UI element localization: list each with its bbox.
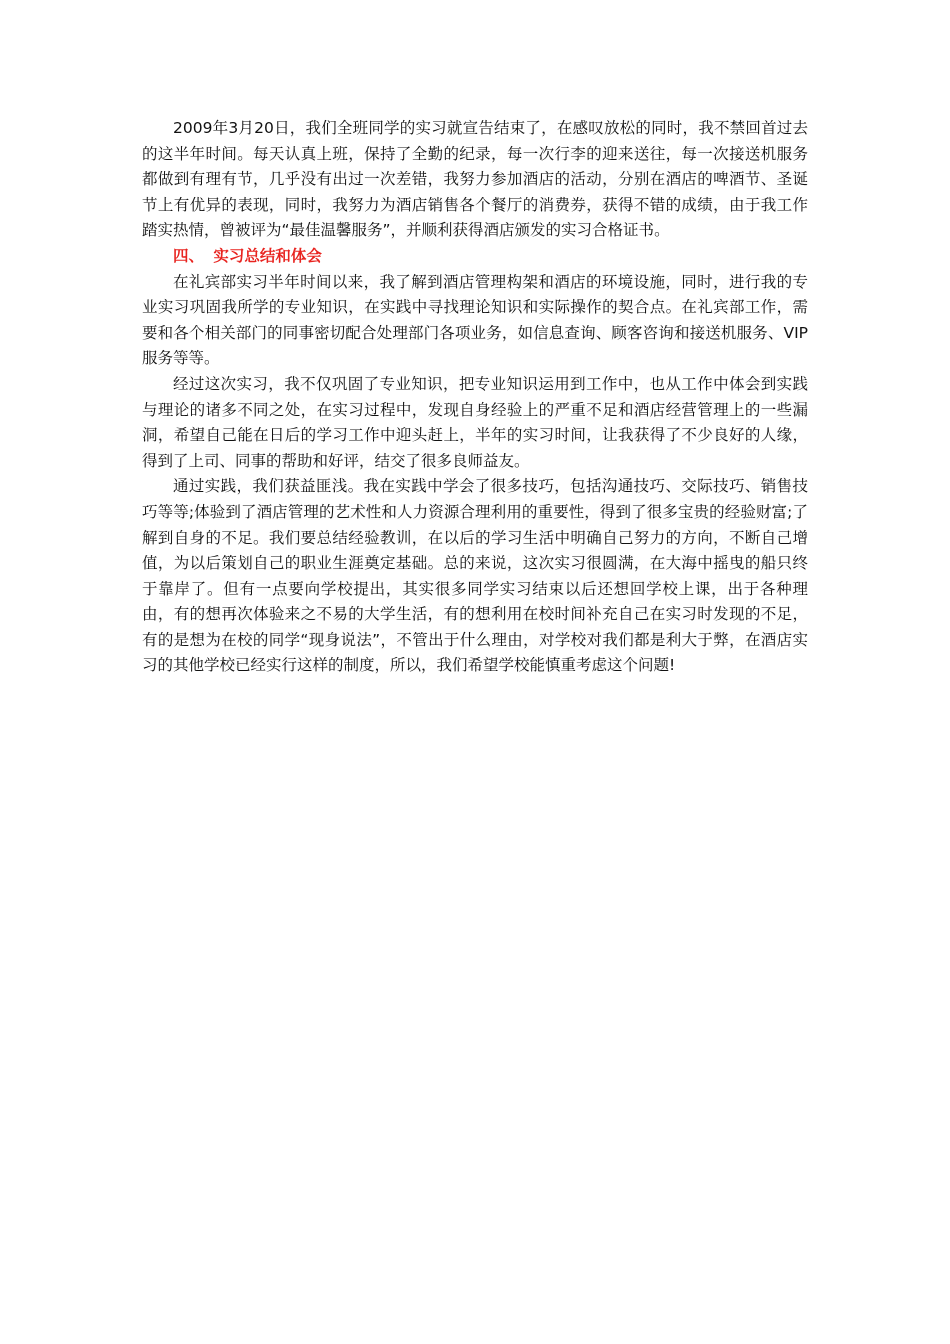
section-heading-title: 实习总结和体会	[213, 246, 322, 265]
paragraph-internship-end: 2009年3月20日，我们全班同学的实习就宣告结束了，在感叹放松的同时，我不禁回首过去的这半年时间。每天认真上班，保持了全勤的纪录，每一次行李的迎来送往，每一次接送机服务都做到有理有节，几乎没有出过一次差错，我努力参加酒店的活动，分别在酒店的啤酒节、圣诞节上有优异的表现，同时，我努力为酒店销售各个餐厅的消费券，获得不错的成绩，由于我工作踏实热情，曾被评为“最佳温馨服务”，并顺利获得酒店颁发的实习合格证书。	[142, 119, 808, 240]
paragraph-knowledge-gained: 经过这次实习，我不仅巩固了专业知识，把专业知识运用到工作中，也从工作中体会到实践与理论的诸多不同之处，在实习过程中，发现自身经验上的严重不足和酒店经营管理上的一些漏洞，希望自己能在日后的学习工作中迎头赶上，半年的实习时间，让我获得了不少良好的人缘，得到了上司、同事的帮助和好评，结交了很多良师益友。	[142, 374, 808, 470]
paragraph-concierge-experience: 在礼宾部实习半年时间以来，我了解到酒店管理构架和酒店的环境设施，同时，进行我的专业实习巩固我所学的专业知识，在实践中寻找理论知识和实际操作的契合点。在礼宾部工作，需要和各个相关部门的同事密切配合处理部门各项业务，如信息查询、顾客咨询和接送机服务、VIP服务等等。	[142, 272, 808, 368]
paragraph-conclusion: 通过实践，我们获益匪浅。我在实践中学会了很多技巧，包括沟通技巧、交际技巧、销售技巧等等;体验到了酒店管理的艺术性和人力资源合理利用的重要性，得到了很多宝贵的经验财富;了解到自身的不足。我们要总结经验教训，在以后的学习生活中明确自己努力的方向，不断自己增值，为以后策划自己的职业生涯奠定基础。总的来说，这次实习很圆满，在大海中摇曳的船只终于靠岸了。但有一点要向学校提出，其实很多同学实习结束以后还想回学校上课，出于各种理由，有的想再次体验来之不易的大学生活，有的想利用在校时间补充自己在实习时发现的不足，有的是想为在校的同学“现身说法”，不管出于什么理由，对学校对我们都是利大于弊，在酒店实习的其他学校已经实行这样的制度，所以，我们希望学校能慎重考虑这个问题!	[142, 477, 808, 675]
document-page	[142, 116, 808, 679]
section-heading-number: 四、	[173, 246, 205, 265]
section-heading	[142, 244, 808, 270]
